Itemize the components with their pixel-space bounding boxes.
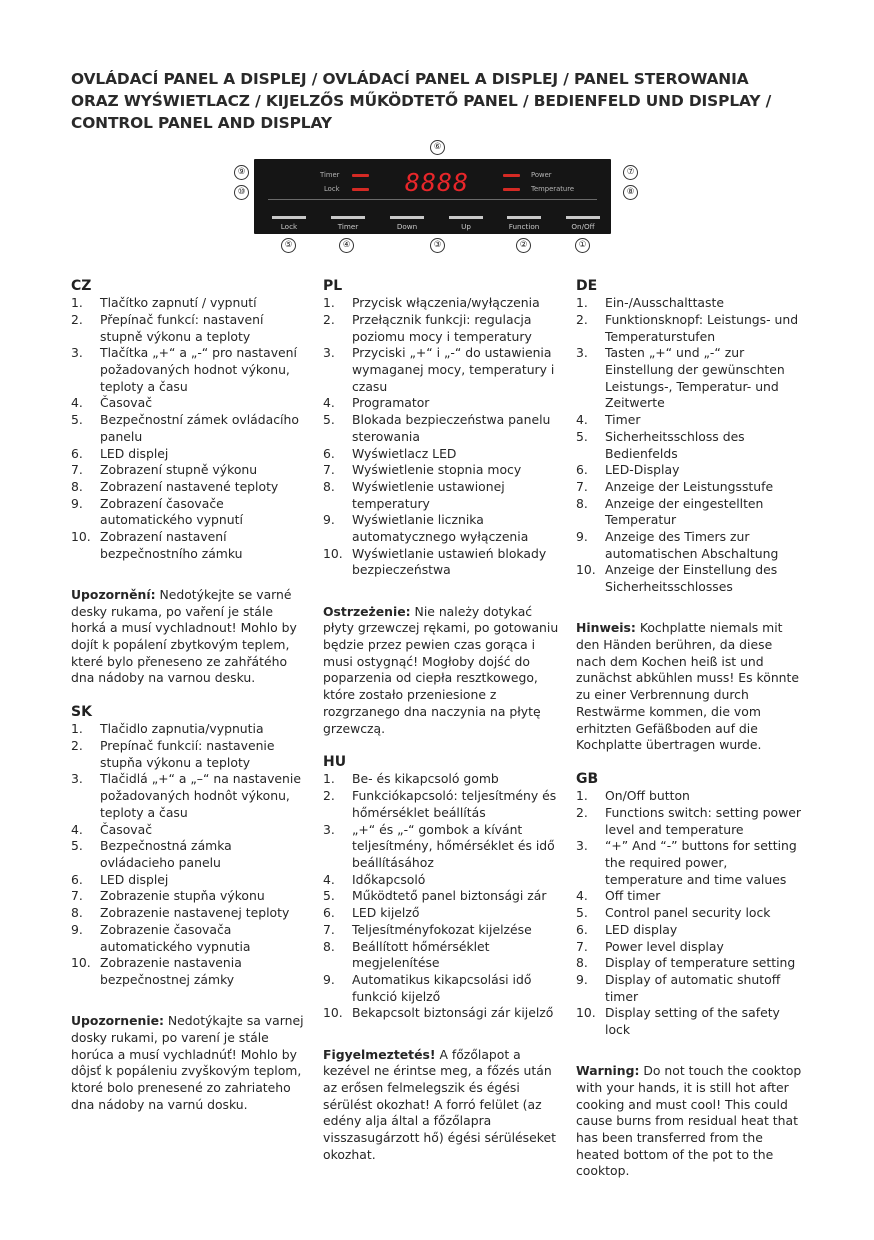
callout-4: ④: [339, 238, 354, 253]
warning-paragraph: [576, 1063, 806, 1180]
list-item: 5. Blokada bezpieczeństwa panelu sterowania: [323, 412, 551, 444]
warning-label: Figyelmeztetés!: [323, 1046, 436, 1062]
list-item: 6. Wyświetlacz LED: [323, 445, 457, 461]
section-de: [576, 278, 806, 754]
section-heading: DE: [576, 278, 598, 294]
list-item: 4. Időkapcsoló: [323, 871, 426, 887]
list-item: 9. Wyświetlanie licznika automatycznego wyłączenia: [323, 512, 529, 545]
list-item: 3. „+“ és „-“ gombok a kívánt teljesítmény, hőmérséklet és idő beállításához: [323, 821, 555, 870]
list-item: 2. Funktionsknopf: Leistungs- und Temperaturstufen: [576, 311, 799, 344]
list-item: 1. Be- és kikapcsoló gomb: [323, 771, 499, 787]
list-item: 9. Automatikus kikapcsolási idő funkció kijelző: [323, 971, 532, 1004]
warning-paragraph: [71, 587, 306, 687]
list-item: 3. “+” And “-” buttons for setting the required power, temperature and time values: [576, 838, 797, 887]
list-item: 10. Wyświetlanie ustawień blokady bezpieczeństwa: [323, 545, 547, 578]
list-item: 4. Programator: [323, 395, 430, 411]
down-button[interactable]: [390, 216, 424, 231]
list-item: 6. LED displej: [71, 445, 169, 461]
lock-indicator-label: Lock: [324, 185, 340, 193]
warning-text: Nedotýkejte se varné desky rukama, po vaření je stále horká a musí vychladnout! Mohlo by dojít k popálení zbytkovým teplem, které bylo přeneseno ze zahřátého dna nádoby na varnou desku.: [71, 586, 297, 686]
callout-9: ⑨: [234, 165, 249, 180]
callout-2: ②: [516, 238, 531, 253]
callout-6: ⑥: [430, 140, 445, 155]
list-item: 1. Tlačidlo zapnutia/vypnutia: [71, 721, 264, 737]
list-item: 6. LED displej: [71, 871, 169, 887]
title-line-2: ORAZ WYŚWIETLACZ / KIJELZŐS MŰKÖDTETŐ PANEL / BEDIENFELD UND DISPLAY /: [71, 92, 772, 110]
section-hu: [323, 754, 561, 1163]
list-item: 5. Bezpečnostní zámek ovládacího panelu: [71, 412, 299, 444]
temperature-indicator-light: [503, 188, 520, 191]
warning-text: Nie należy dotykać płyty grzewczej rękami, po gotowaniu będzie przez pewien czas gorąca i musi ostygnąć! Mogłoby dojść do poparzenia od ciepła resztkowego, które zostało przeniesione z rozgrzanego dna naczynia na płytę grzewczą.: [323, 603, 559, 736]
list-item: 6. LED kijelző: [323, 905, 420, 921]
lock-button[interactable]: [272, 216, 306, 231]
list-item: 8. Wyświetlenie ustawionej temperatury: [323, 478, 505, 511]
page-title: [71, 68, 831, 134]
list-item: 7. Zobrazení stupně výkonu: [71, 462, 258, 478]
lock-button-label: Lock: [280, 222, 298, 231]
section-heading: SK: [71, 704, 92, 721]
power-indicator-label: Power: [531, 171, 552, 179]
list-item: 10. Zobrazenie nastavenia bezpečnostnej zámky: [71, 955, 242, 987]
up-button[interactable]: [449, 216, 483, 231]
list-item: 6. LED-Display: [576, 462, 680, 478]
list-item: 4. Off timer: [576, 888, 661, 904]
title-line-3: CONTROL PANEL AND DISPLAY: [71, 114, 332, 132]
callout-8: ⑧: [623, 185, 638, 200]
warning-label: Upozornění:: [71, 586, 156, 602]
warning-paragraph: [576, 620, 806, 754]
column-de-gb: [576, 278, 806, 1180]
section-sk: [71, 704, 306, 1113]
warning-text: Kochplatte niemals mit den Händen berühren, da diese nach dem Kochen heiß ist und zunächst abkühlen muss! Es könnte zu einer Verbrennung durch Restwärme kommen, die vom erhitzten Gefäßboden auf die Kochplatte übertragen wurde.: [576, 620, 800, 753]
on-off-button-label: On/Off: [571, 222, 595, 231]
warning-paragraph: [323, 604, 561, 738]
list-item: 1. Tlačítko zapnutí / vypnutí: [71, 295, 257, 311]
list-item: 7. Zobrazenie stupňa výkonu: [71, 888, 265, 904]
list-item: 8. Display of temperature setting: [576, 955, 796, 971]
timer-button-label: Timer: [337, 222, 359, 231]
list-item: 10. Bekapcsolt biztonsági zár kijelző: [323, 1005, 554, 1021]
function-button[interactable]: [507, 216, 541, 231]
panel-divider: [268, 199, 597, 200]
list-item: 3. Przyciski „+“ i „-“ do ustawienia wymaganej mocy, temperatury i czasu: [323, 345, 555, 394]
list-item: 4. Timer: [576, 412, 641, 428]
list-item: 5. Bezpečnostná zámka ovládacieho panelu: [71, 838, 232, 870]
list-item: 8. Beállított hőmérséklet megjelenítése: [323, 938, 490, 971]
list-item: 2. Funkciókapcsoló: teljesítmény és hőmérséklet beállítás: [323, 788, 557, 820]
list-item: 7. Anzeige der Leistungsstufe: [576, 478, 774, 494]
warning-label: Warning:: [576, 1063, 640, 1079]
column-cz-sk: [71, 278, 306, 1113]
list-item: 1. Przycisk włączenia/wyłączenia: [323, 295, 540, 311]
list-item: 4. Časovač: [71, 395, 153, 411]
list-item: 7. Wyświetlenie stopnia mocy: [323, 462, 522, 478]
callout-5: ⑤: [281, 238, 296, 253]
on-off-button[interactable]: [566, 216, 600, 231]
timer-indicator-light: [352, 174, 369, 177]
warning-text: A főzőlapot a kezével ne érintse meg, a főzés után az erősen felmelegszik és égési sérülést okozhat! A forró felület (az edény alja által a főzőlapra visszasugárzott hő) égési sérüléseket okozhat.: [323, 1046, 556, 1162]
warning-paragraph: [71, 1013, 306, 1113]
list-item: 2. Przełącznik funkcji: regulacja poziomu mocy i temperatury: [323, 311, 532, 344]
list-item: 10. Zobrazení nastavení bezpečnostního zámku: [71, 529, 243, 561]
led-display: 8888: [404, 168, 470, 197]
list-item: 9. Zobrazenie časovača automatického vypnutia: [71, 921, 251, 954]
section-gb: [576, 771, 806, 1180]
function-button-label: Function: [508, 222, 540, 231]
callout-1: ①: [575, 238, 590, 253]
list-item: 3. Tasten „+“ und „-“ zur Einstellung der gewünschten Leistungs-, Temperatur- und Zeitwerte: [576, 345, 785, 411]
title-line-1: OVLÁDACÍ PANEL A DISPLEJ / OVLÁDACÍ PANEL A DISPLEJ / PANEL STEROWANIA: [71, 70, 749, 88]
timer-button[interactable]: [331, 216, 365, 231]
callout-3: ③: [430, 238, 445, 253]
list-item: 7. Teljesítményfokozat kijelzése: [323, 921, 532, 937]
list-item: 8. Zobrazení nastavené teploty: [71, 478, 279, 494]
warning-text: Nedotýkajte sa varnej dosky rukami, po varení je stále horúca a musí vychladnúť! Mohlo by dôjsť k popáleniu zvyškovým teplom, ktoré bolo prenesené zo zahriateho dna nádoby na varnú dosku.: [71, 1013, 304, 1112]
section-heading: CZ: [71, 278, 92, 294]
list-item: 8. Anzeige der eingestellten Temperatur: [576, 495, 764, 528]
list-item: 1. Ein-/Ausschalttaste: [576, 295, 724, 311]
list-item: 1. On/Off button: [576, 788, 690, 804]
list-item: 6. LED display: [576, 921, 678, 937]
temperature-indicator-label: Temperature: [531, 185, 575, 193]
section-heading: PL: [323, 278, 343, 294]
callout-10: ⑩: [234, 185, 249, 200]
list-item: 2. Prepínač funkcií: nastavenie stupňa výkonu a teploty: [71, 738, 275, 770]
warning-paragraph: [323, 1047, 561, 1164]
warning-text: Do not touch the cooktop with your hands, it is still hot after cooking and must cool! This could cause burns from residual heat that has been transferred from the heated bottom of the pot to the cooktop.: [576, 1063, 802, 1179]
lock-indicator-light: [352, 188, 369, 191]
callout-7: ⑦: [623, 165, 638, 180]
warning-label: Ostrzeżenie:: [323, 603, 411, 619]
power-indicator-light: [503, 174, 520, 177]
list-item: 10. Display setting of the safety lock: [576, 1005, 780, 1038]
list-item: 9. Display of automatic shutoff timer: [576, 971, 781, 1004]
list-item: 2. Functions switch: setting power level and temperature: [576, 804, 801, 837]
list-item: 9. Anzeige des Timers zur automatischen Abschaltung: [576, 529, 779, 561]
control-panel-diagram: [254, 159, 611, 234]
up-button-label: Up: [461, 222, 471, 231]
section-pl: [323, 278, 561, 737]
timer-indicator-label: Timer: [320, 171, 340, 179]
column-pl-hu: [323, 278, 561, 1163]
list-item: 9. Zobrazení časovače automatického vypnutí: [71, 495, 243, 528]
list-item: 4. Časovač: [71, 821, 153, 837]
list-item: 5. Control panel security lock: [576, 905, 771, 921]
down-button-label: Down: [396, 222, 418, 231]
list-item: 5. Sicherheitsschloss des Bedienfelds: [576, 428, 745, 461]
list-item: 10. Anzeige der Einstellung des Sicherheitsschlosses: [576, 562, 778, 595]
warning-label: Upozornenie:: [71, 1013, 164, 1029]
section-heading: HU: [323, 754, 347, 771]
list-item: 3. Tlačítka „+“ a „-“ pro nastavení požadovaných hodnot výkonu, teploty a času: [71, 345, 297, 394]
section-cz: [71, 278, 306, 687]
list-item: 3. Tlačidlá „+“ a „–“ na nastavenie požadovaných hodnôt výkonu, teploty a času: [71, 771, 301, 820]
list-item: 7. Power level display: [576, 938, 724, 954]
section-heading: GB: [576, 770, 599, 787]
warning-label: Hinweis:: [576, 620, 636, 636]
list-item: 5. Működtető panel biztonsági zár: [323, 888, 547, 904]
list-item: 2. Přepínač funkcí: nastavení stupně výkonu a teploty: [71, 311, 264, 344]
list-item: 8. Zobrazenie nastavenej teploty: [71, 905, 290, 921]
